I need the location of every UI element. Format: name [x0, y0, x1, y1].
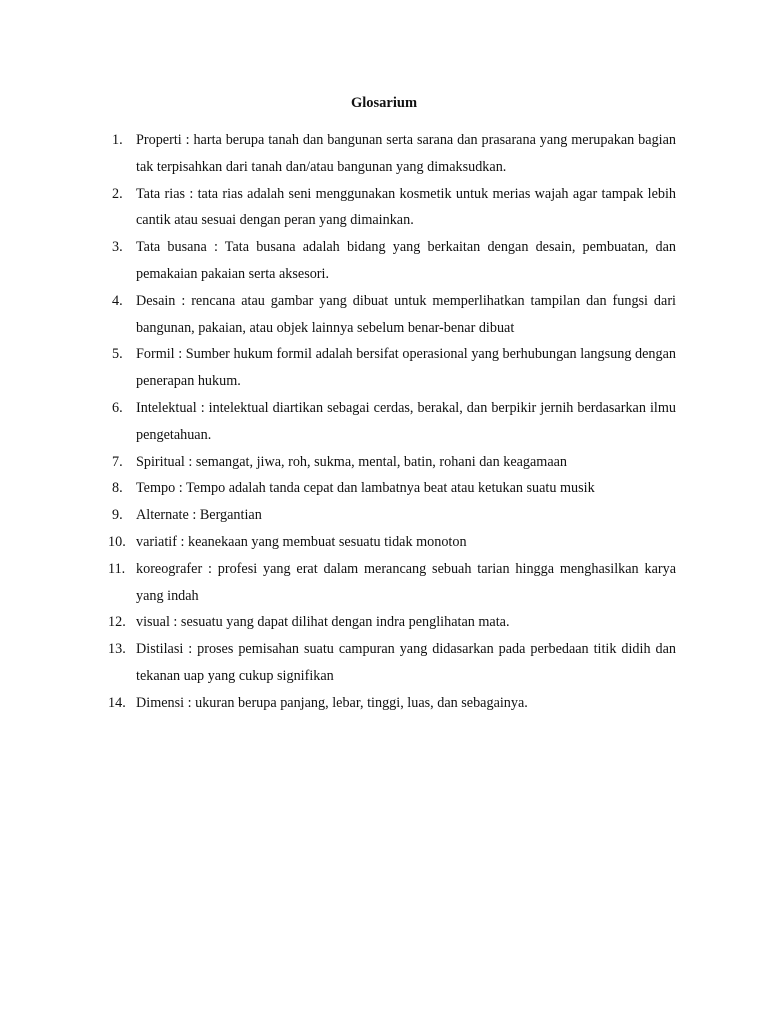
list-item	[104, 502, 676, 529]
list-item	[104, 475, 676, 502]
item-number: 12.	[108, 614, 126, 631]
list-item	[104, 529, 676, 556]
item-number: 7.	[112, 453, 123, 470]
item-text: variatif : keanekaan yang membuat sesuatu tidak monoton	[136, 533, 467, 550]
item-number: 1.	[112, 132, 123, 148]
item-text: Tata busana : Tata busana adalah bidang yang berkaitan dengan desain, pembuatan, dan pemakaian pakaian serta aksesori.	[136, 239, 676, 282]
item-number: 13.	[108, 641, 126, 658]
list-item	[104, 636, 676, 690]
item-number: 9.	[112, 507, 123, 524]
item-text: Tata rias : tata rias adalah seni menggunakan kosmetik untuk merias wajah agar tampak lebih cantik atau sesuai dengan peran yang dimainkan.	[136, 185, 676, 229]
list-item	[104, 341, 676, 395]
item-text: Desain : rencana atau gambar yang dibuat untuk memperlihatkan tampilan dan fungsi dari bangunan, pakaian, atau objek lainnya sebelum benar-benar dibuat	[136, 292, 676, 336]
item-text: visual : sesuatu yang dapat dilihat dengan indra penglihatan mata.	[136, 614, 510, 631]
list-item	[104, 181, 676, 235]
list-item	[104, 127, 676, 181]
item-text: Spiritual : semangat, jiwa, roh, sukma, mental, batin, rohani dan keagamaan	[136, 453, 568, 470]
item-number: 5.	[112, 346, 123, 363]
item-text: Dimensi : ukuran berupa panjang, lebar, tinggi, luas, dan sebagainya.	[136, 694, 528, 711]
item-text: Tempo : Tempo adalah tanda cepat dan lambatnya beat atau ketukan suatu musik	[136, 480, 595, 497]
item-number: 14.	[108, 694, 126, 711]
list-item	[104, 449, 676, 476]
item-number: 6.	[112, 399, 123, 416]
item-text: koreografer : profesi yang erat dalam merancang sebuah tarian hingga menghasilkan karya yang indah	[136, 560, 676, 604]
item-number: 3.	[112, 239, 123, 256]
item-number: 8.	[112, 480, 123, 497]
item-text: Formil : Sumber hukum formil adalah bersifat operasional yang berhubungan langsung dengan penerapan hukum.	[136, 346, 676, 390]
item-text: Alternate : Bergantian	[136, 507, 262, 524]
list-item	[104, 234, 676, 288]
item-number: 2.	[112, 185, 123, 202]
item-text: Properti : harta berupa tanah dan bangunan serta sarana dan prasarana yang merupakan bagian tak terpisahkan dari tanah dan/atau bangunan yang dimaksudkan.	[136, 132, 676, 175]
page-title: Glosarium	[350, 95, 418, 111]
item-number: 10.	[108, 533, 126, 550]
list-item	[104, 288, 676, 342]
item-number: 11.	[108, 560, 126, 577]
list-item	[104, 609, 676, 636]
glossary-list	[104, 127, 676, 717]
list-item	[104, 690, 676, 717]
list-item	[104, 556, 676, 610]
list-item	[104, 395, 676, 449]
item-text: Intelektual : intelektual diartikan sebagai cerdas, berakal, dan berpikir jernih berdasarkan ilmu pengetahuan.	[136, 399, 676, 443]
item-number: 4.	[112, 292, 123, 309]
item-text: Distilasi : proses pemisahan suatu campuran yang didasarkan pada perbedaan titik didih dan tekanan uap yang cukup signifikan	[136, 641, 676, 684]
